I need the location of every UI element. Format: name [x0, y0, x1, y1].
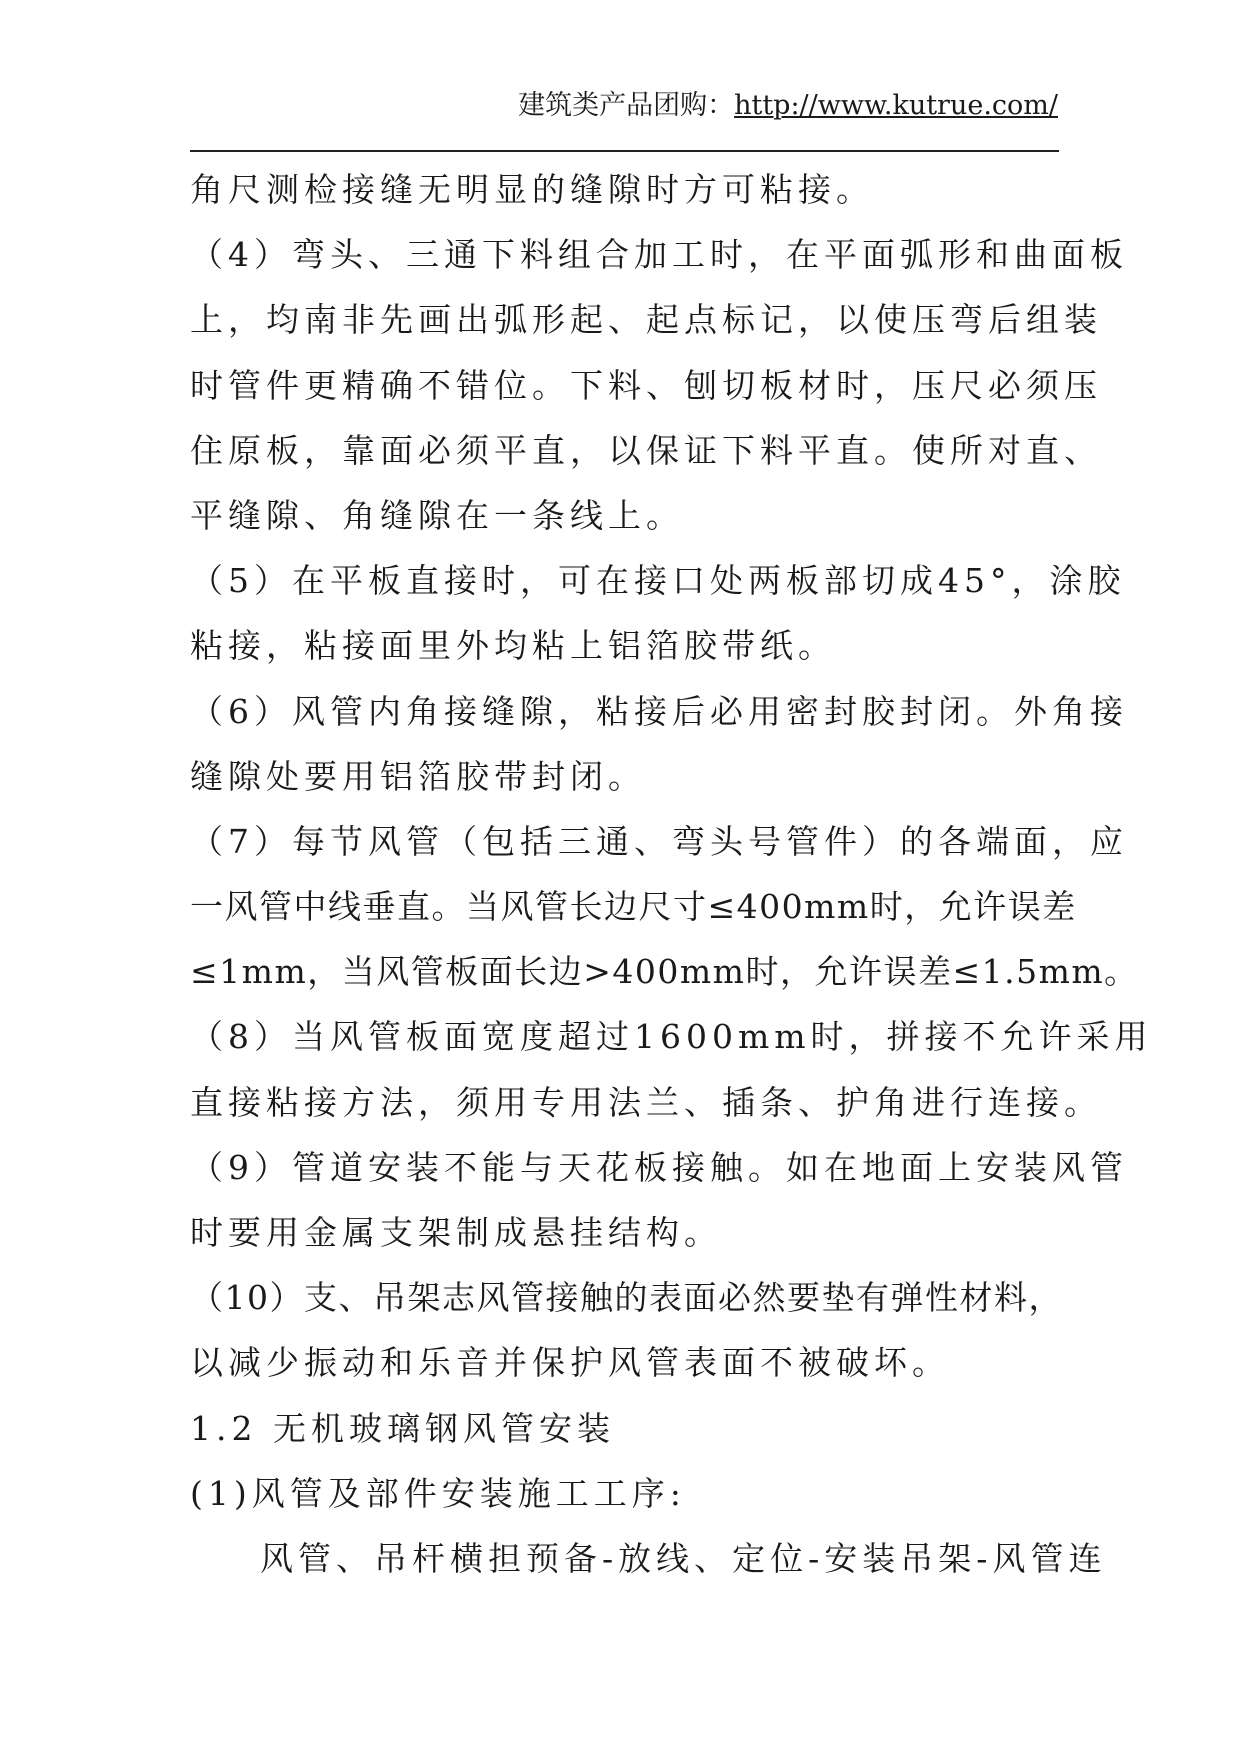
text-line: （5）在平板直接时，可在接口处两板部切成45°，涂胶 — [190, 561, 1126, 601]
header-divider — [190, 150, 1059, 152]
section-heading: 1.2 无机玻璃钢风管安装 — [190, 1408, 615, 1448]
page-header — [190, 86, 1058, 126]
header-url-link[interactable]: http://www.kutrue.com/ — [734, 90, 1058, 121]
text-line: 缝隙处要用铝箔胶带封闭。 — [190, 756, 646, 796]
text-line: 住原板，靠面必须平直，以保证下料平直。使所对直、 — [190, 430, 1102, 470]
text-line: 粘接，粘接面里外均粘上铝箔胶带纸。 — [190, 626, 836, 666]
text-line: （9）管道安装不能与天花板接触。如在地面上安装风管 — [190, 1147, 1128, 1187]
text-line: 时管件更精确不错位。下料、刨切板材时，压尺必须压 — [190, 365, 1102, 405]
text-line: 风管、吊杆横担预备-放线、定位-安装吊架-风管连 — [260, 1538, 1107, 1578]
text-line: 上，均南非先画出弧形起、起点标记，以使压弯后组装 — [190, 300, 1102, 340]
text-line: 平缝隙、角缝隙在一条线上。 — [190, 495, 684, 535]
document-body — [190, 157, 1153, 1591]
text-line: 以减少振动和乐音并保护风管表面不被破坏。 — [190, 1343, 950, 1383]
text-line: （10）支、吊架志风管接触的表面必然要垫有弹性材料， — [190, 1278, 1063, 1318]
text-line: 一风管中线垂直。当风管长边尺寸≤400mm时，允许误差 — [190, 887, 1077, 927]
text-line: 时要用金属支架制成悬挂结构。 — [190, 1213, 722, 1252]
text-line: ≤1mm，当风管板面长边>400mm时，允许误差≤1.5mm。 — [190, 952, 1139, 992]
text-line: （8）当风管板面宽度超过1600mm时，拼接不允许采用 — [190, 1017, 1153, 1057]
header-prefix: 建筑类产品团购： — [518, 90, 735, 121]
text-line: 直接粘接方法，须用专用法兰、插条、护角进行连接。 — [190, 1082, 1102, 1122]
text-line: （7）每节风管（包括三通、弯头号管件）的各端面，应 — [190, 821, 1128, 861]
text-line: 角尺测检接缝无明显的缝隙时方可粘接。 — [190, 170, 874, 209]
text-line: （4）弯头、三通下料组合加工时，在平面弧形和曲面板 — [190, 235, 1128, 275]
text-line: (1)风管及部件安装施工工序: — [190, 1473, 686, 1513]
text-line: （6）风管内角接缝隙，粘接后必用密封胶封闭。外角接 — [190, 691, 1128, 731]
